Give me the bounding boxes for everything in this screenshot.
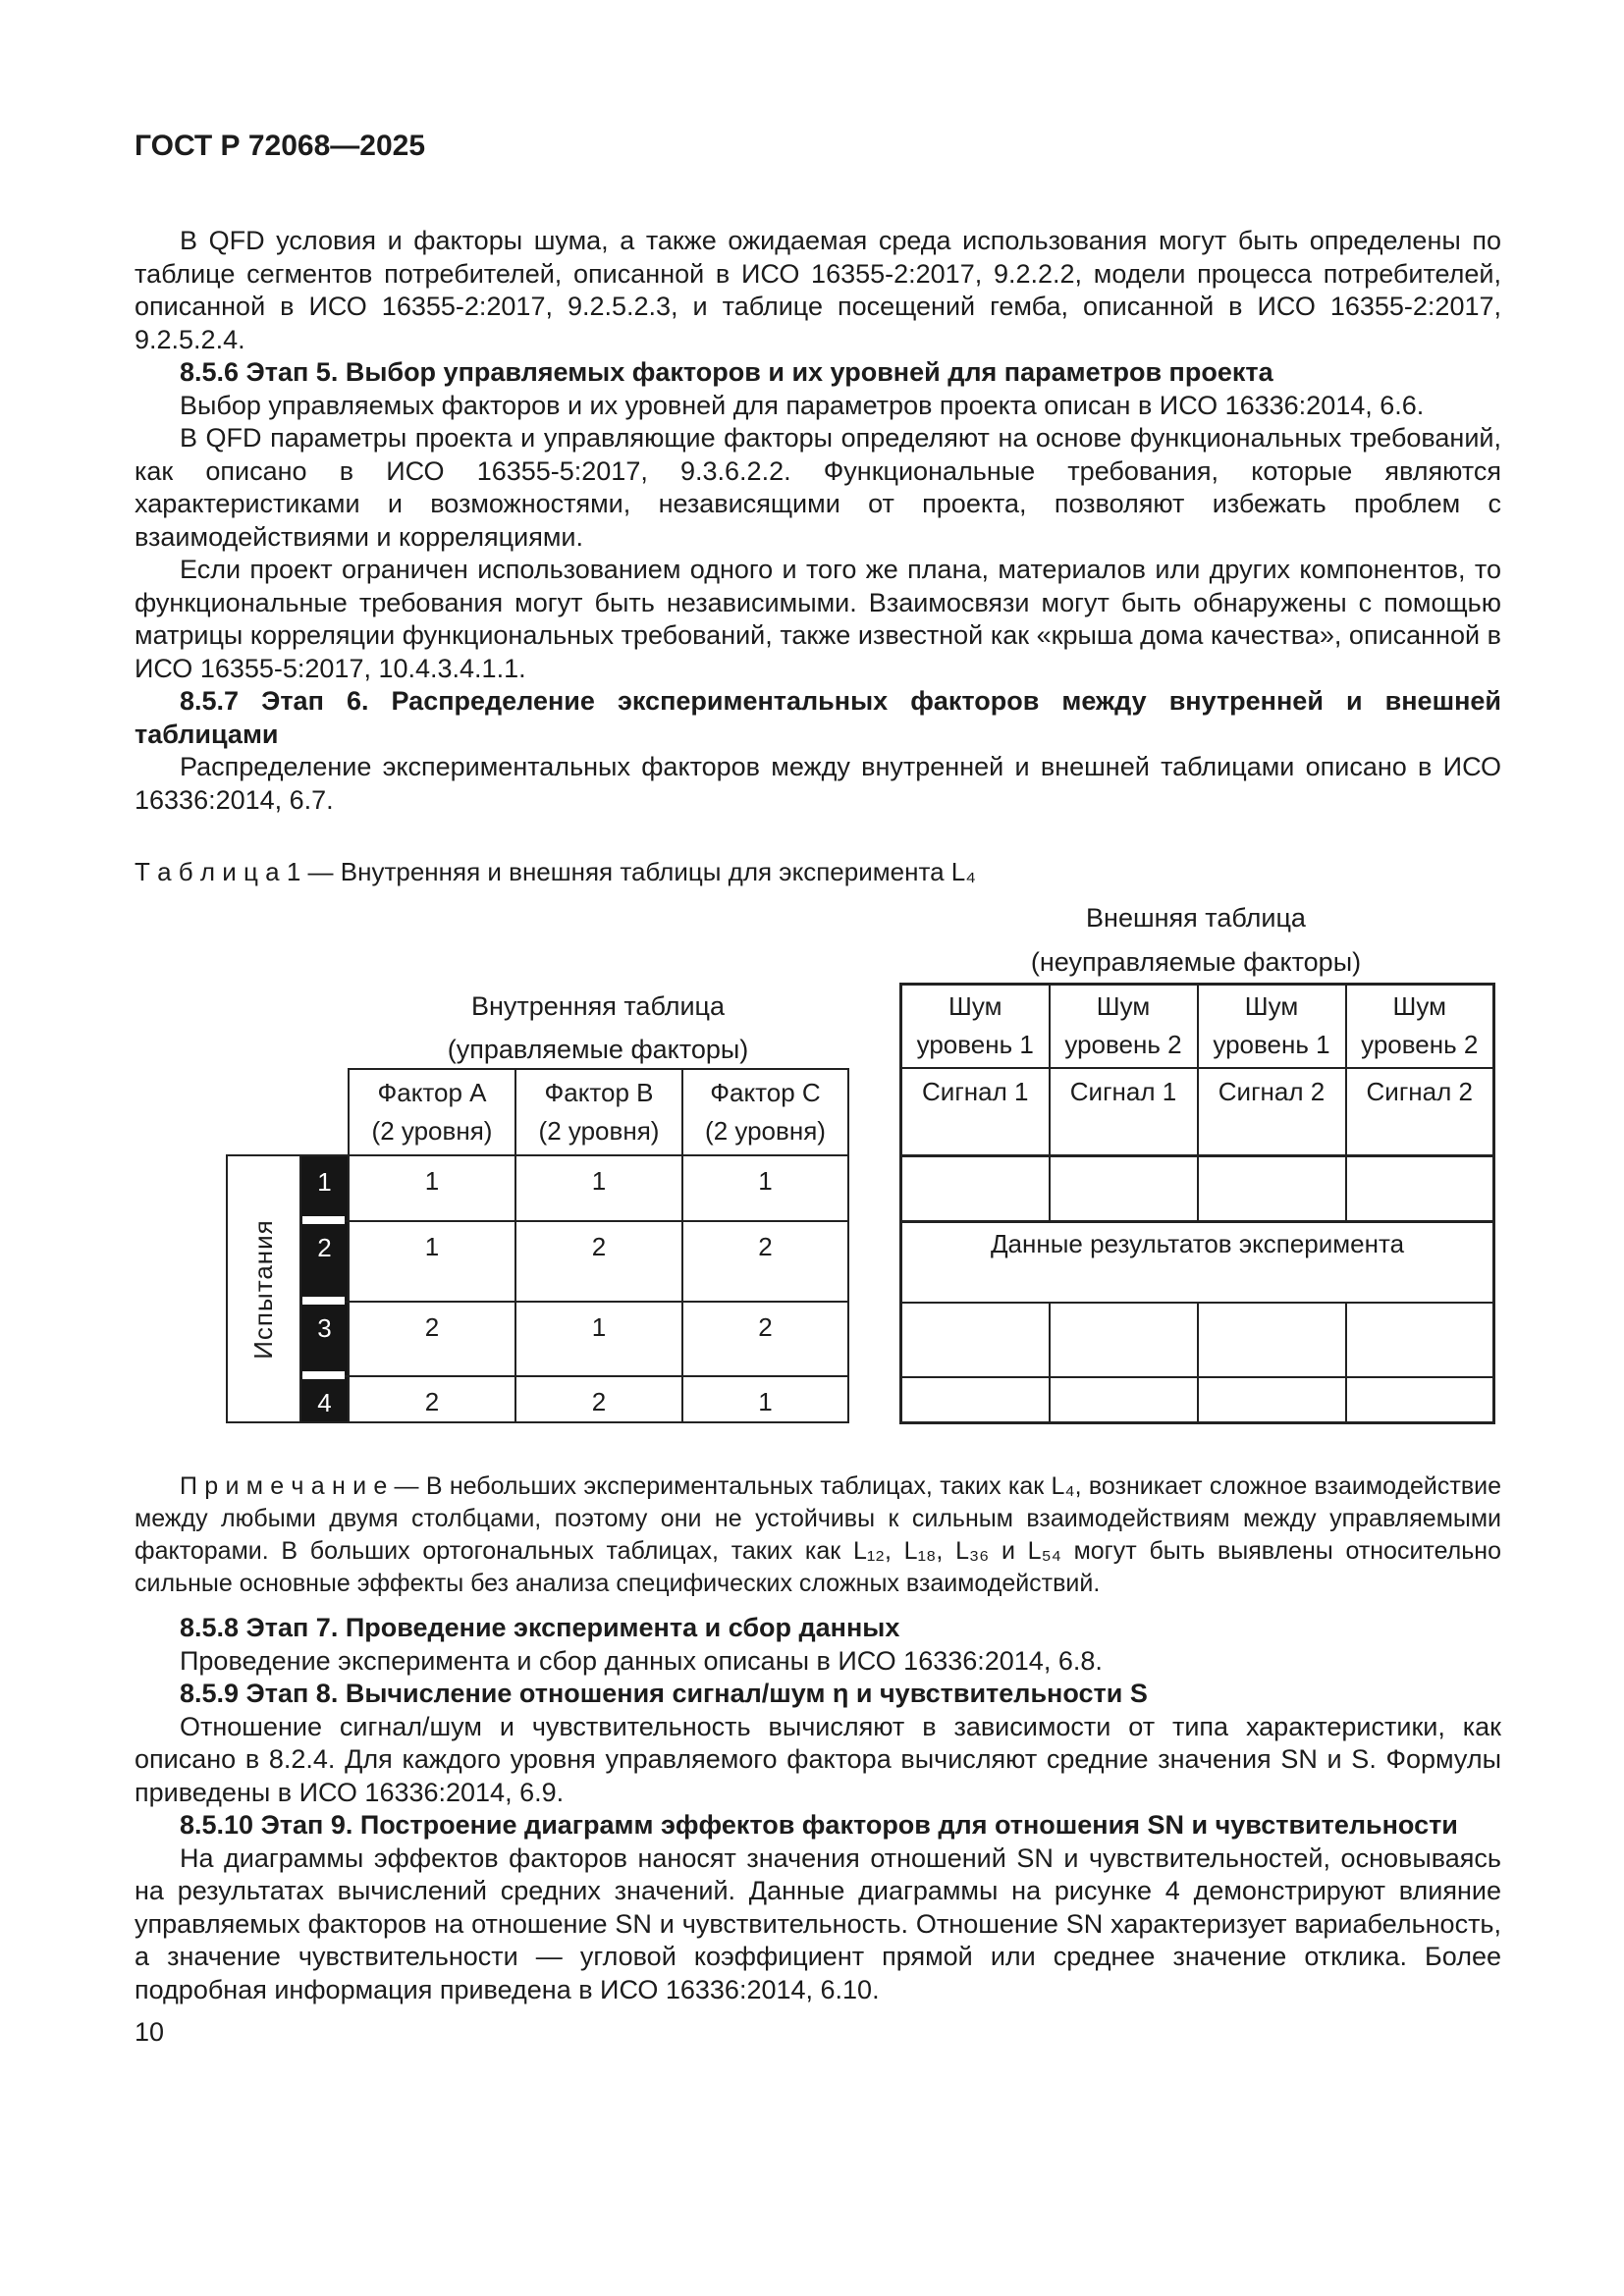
factor-c-header [682, 1069, 848, 1155]
factor-b-header [515, 1069, 682, 1155]
table-row [227, 1221, 848, 1302]
row-number-cell: 1 [300, 1155, 349, 1221]
document-code: ГОСТ Р 72068—2025 [135, 130, 426, 162]
table-cell: 2 [349, 1376, 515, 1422]
table-row [227, 1376, 848, 1422]
empty-data-cell [901, 1377, 1050, 1423]
inner-table [226, 1068, 849, 1423]
signal-cell: Сигнал 2 [1198, 1068, 1346, 1156]
heading-8-5-8: 8.5.8 Этап 7. Проведение эксперимента и сбор данных [180, 1613, 900, 1642]
table-caption: Т а б л и ц а 1 — Внутренняя и внешняя таблицы для эксперимента L₄ [135, 857, 976, 886]
table-row [901, 1156, 1494, 1222]
empty-data-cell [901, 1156, 1050, 1222]
inner-table-title: Внутренняя таблица [470, 991, 726, 1021]
heading-8-5-6: 8.5.6 Этап 5. Выбор управляемых факторов и их уровней для параметров проекта [180, 357, 1273, 387]
noise-label: Шум [1096, 991, 1151, 1022]
table-row [227, 1302, 848, 1376]
table-cell: 1 [515, 1155, 682, 1221]
noise-label: Шум [1392, 991, 1446, 1022]
factor-levels-note: (2 уровня) [538, 1116, 660, 1146]
heading-8-5-10: 8.5.10 Этап 9. Построение диаграмм эффектов факторов для отношения SN и чувствительности [180, 1810, 1458, 1840]
signal-cell: Сигнал 2 [1346, 1068, 1494, 1156]
inner-header-row [227, 1069, 848, 1155]
table-cell: 1 [515, 1302, 682, 1376]
paragraph-effect-diagrams: На диаграммы эффектов факторов наносят значения отношений SN и чувствительностей, основываясь на результатах вычислений средних значений. Данные диаграммы на рисунке 4 демонстрируют влияние управляемых факторов на отношение SN и чувствительность. Отношение SN характеризует вариабельность, а значение чувствительности — угловой коэффициент прямой или среднее значение отклика. Более подробная информация приведена в ИСО 16336:2014, 6.10. [135, 1842, 1501, 2004]
factor-name: Фактор A [377, 1078, 487, 1107]
table-cell: 1 [349, 1155, 515, 1221]
paragraph-factor-choice: Выбор управляемых факторов и их уровней для параметров проекта описан в ИСО 16336:2014, 6.6. [180, 390, 1425, 420]
noise-level-label: уровень 2 [1064, 1030, 1182, 1060]
results-row [901, 1222, 1494, 1303]
row-number-cell: 4 [300, 1376, 349, 1422]
empty-data-cell [1198, 1377, 1346, 1423]
table-cell: 2 [682, 1221, 848, 1302]
paragraph-distribution: Распределение экспериментальных факторов между внутренней и внешней таблицами описано в ИСО 16336:2014, 6.7. [135, 752, 1501, 815]
row-number-cell: 2 [300, 1221, 349, 1302]
paragraph-qfd-noise: В QFD условия и факторы шума, а также ожидаемая среда использования могут быть определены по таблице сегментов потребителей, описанной в ИСО 16355-2:2017, 9.2.2.2, модели процесса потребителей, описанной в ИСО 16355-2:2017, 9.2.5.2.3, и таблице посещений гемба, описанной в ИСО 16355-2:2017, 9.2.5.2.4. [135, 226, 1501, 354]
signal-cell: Сигнал 1 [901, 1068, 1050, 1156]
table-cell: 2 [682, 1302, 848, 1376]
heading-8-5-7: 8.5.7 Этап 6. Распределение экспериментальных факторов между внутренней и внешней таблицами [135, 686, 1501, 749]
row-number-separator [302, 1216, 345, 1224]
results-merged-cell: Данные результатов эксперимента [901, 1222, 1494, 1303]
empty-data-cell [1050, 1156, 1198, 1222]
table-cell: 1 [682, 1155, 848, 1221]
noise-header [1346, 985, 1494, 1068]
signal-row [901, 1068, 1494, 1156]
empty-data-cell [1050, 1377, 1198, 1423]
paragraph-sn-ratio: Отношение сигнал/шум и чувствительность вычисляют в зависимости от типа характеристики, как описано в 8.2.4. Для каждого уровня управляемого фактора вычисляют средние значения SN и S. Формулы приведены в ИСО 16336:2014, 6.9. [135, 1711, 1501, 1807]
row-number-separator [302, 1371, 345, 1379]
noise-level-label: уровень 2 [1361, 1030, 1479, 1060]
empty-data-cell [1198, 1156, 1346, 1222]
paragraph-experiment: Проведение эксперимента и сбор данных описаны в ИСО 16336:2014, 6.8. [180, 1645, 1103, 1676]
row-number-cell: 3 [300, 1302, 349, 1376]
table-row [227, 1155, 848, 1221]
row-number-separator [302, 1297, 345, 1305]
table-cell: 2 [515, 1376, 682, 1422]
factor-name: Фактор C [710, 1078, 821, 1107]
outer-header-row [901, 985, 1494, 1068]
inner-table-subtitle: (управляемые факторы) [447, 1035, 749, 1064]
noise-level-label: уровень 1 [916, 1030, 1034, 1060]
page-content [135, 130, 1501, 2049]
noise-header [901, 985, 1050, 1068]
paragraph-qfd-params: В QFD параметры проекта и управляющие факторы определяют на основе функциональных требований, как описано в ИСО 16355-5:2017, 9.3.6.2.2. Функциональные требования, которые являются характеристиками и возможностями, независящими от проекта, позволяют избежать проблем с взаимодействиями и корреляциями. [135, 423, 1501, 552]
table-1-figure [135, 896, 1501, 1423]
empty-data-cell [1198, 1303, 1346, 1377]
table-cell: 2 [515, 1221, 682, 1302]
factor-levels-note: (2 уровня) [371, 1116, 493, 1146]
header-spacer-cell [227, 1069, 349, 1155]
outer-table-title: Внешняя таблица [1086, 903, 1306, 933]
factor-name: Фактор B [544, 1078, 654, 1107]
trials-axis-label: Испытания [248, 1218, 278, 1360]
table-row [901, 1303, 1494, 1377]
empty-data-cell [1050, 1303, 1198, 1377]
outer-table [899, 983, 1495, 1424]
signal-cell: Сигнал 1 [1050, 1068, 1198, 1156]
factor-levels-note: (2 уровня) [705, 1116, 826, 1146]
table-row [901, 1377, 1494, 1423]
table-cell: 2 [349, 1302, 515, 1376]
noise-header [1198, 985, 1346, 1068]
noise-label: Шум [1244, 991, 1299, 1022]
table-cell: 1 [349, 1221, 515, 1302]
noise-label: Шум [948, 991, 1002, 1022]
factor-a-header [349, 1069, 515, 1155]
empty-data-cell [1346, 1377, 1494, 1423]
heading-8-5-9: 8.5.9 Этап 8. Вычисление отношения сигнал/шум η и чувствительности S [180, 1679, 1148, 1708]
table-note: П р и м е ч а н и е — В небольших экспериментальных таблицах, таких как L₄, возникает сложное взаимодействие между любыми двумя столбцами, поэтому они не устойчивы к сильным взаимодействиям между управляемыми факторами. В больших ортогональных таблицах, таких как L₁₂, L₁₈, L₃₆ и L₅₄ могут быть выявлены относительно сильные основные эффекты без анализа специфических сложных взаимодействий. [135, 1472, 1501, 1597]
paragraph-project-limited: Если проект ограничен использованием одного и того же плана, материалов или других компонентов, то функциональные требования могут быть независимыми. Взаимосвязи могут быть обнаружены с помощью матрицы корреляции функциональных требований, также известной как «крыша дома качества», описанной в ИСО 16355-5:2017, 10.4.3.4.1.1. [135, 555, 1501, 683]
trials-axis-cell [227, 1155, 300, 1422]
empty-data-cell [1346, 1156, 1494, 1222]
table-cell: 1 [682, 1376, 848, 1422]
noise-level-label: уровень 1 [1213, 1030, 1330, 1060]
empty-data-cell [901, 1303, 1050, 1377]
page-number: 10 [135, 2017, 165, 2047]
noise-header [1050, 985, 1198, 1068]
outer-table-subtitle: (неуправляемые факторы) [1030, 947, 1362, 977]
empty-data-cell [1346, 1303, 1494, 1377]
